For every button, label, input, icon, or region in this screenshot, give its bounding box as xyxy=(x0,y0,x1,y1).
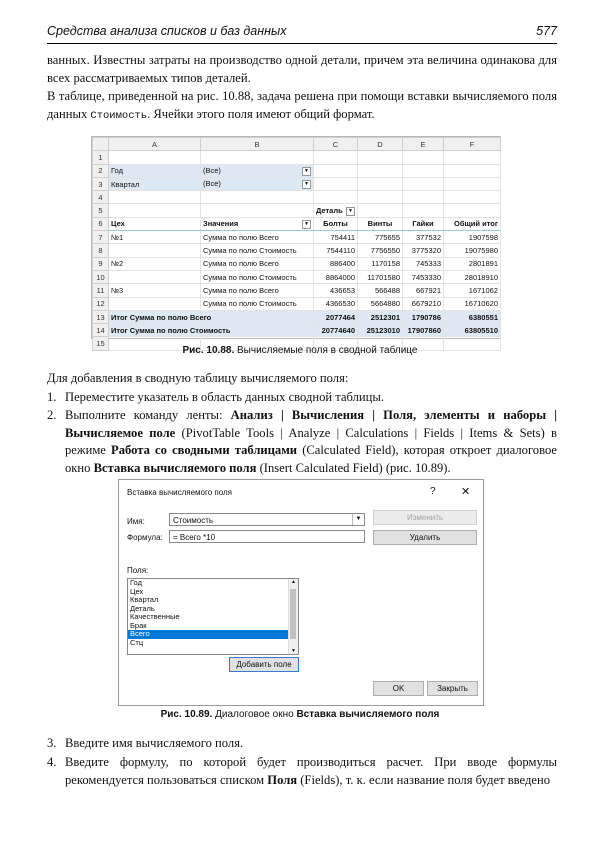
row-header[interactable]: 14 xyxy=(93,324,109,337)
sheet-cell[interactable]: 7756550 xyxy=(358,244,403,257)
close-button[interactable]: Закрыть xyxy=(427,681,478,696)
row-header[interactable]: 7 xyxy=(93,231,109,244)
field-list-item[interactable]: Стц xyxy=(130,637,144,647)
sheet-cell[interactable]: 1671062 xyxy=(444,284,501,297)
sheet-cell[interactable]: 436653 xyxy=(314,284,358,297)
sheet-cell[interactable]: Год xyxy=(109,164,201,177)
sheet-cell[interactable]: ▼ (Все) xyxy=(201,177,314,190)
field-list-item[interactable]: Деталь xyxy=(130,603,155,613)
sheet-row xyxy=(93,231,501,244)
intro-text: Для добавления в сводную таблицу вычисляемого поля: xyxy=(47,371,349,385)
sheet-cell[interactable]: №1 xyxy=(109,231,201,244)
running-header xyxy=(47,24,557,42)
fields-label: Поля: xyxy=(127,566,149,575)
row-header[interactable]: 12 xyxy=(93,297,109,310)
filter-dropdown-icon[interactable]: ▼ xyxy=(302,180,311,189)
sheet-cell[interactable]: Сумма по полю Стоимость xyxy=(201,270,314,283)
row-header[interactable]: 5 xyxy=(93,204,109,217)
sheet-cell[interactable]: Сумма по полю Всего xyxy=(201,231,314,244)
sheet-cell[interactable]: Итог Сумма по полю Стоимость xyxy=(109,324,201,337)
sheet-cell[interactable] xyxy=(314,177,358,190)
sheet-cell[interactable]: 377532 xyxy=(403,231,444,244)
sheet-cell[interactable]: 6679210 xyxy=(403,297,444,310)
row-header[interactable]: 4 xyxy=(93,191,109,204)
fields-listbox[interactable] xyxy=(127,578,299,655)
step-4: 4. Введите формулу, по которой будет производиться расчет. При вводе формулы рекомендуется пользоваться списком Поля (Fields), т. к. если название поля будет введено xyxy=(47,755,557,787)
sheet-cell[interactable]: №2 xyxy=(109,257,201,270)
row-header[interactable]: 9 xyxy=(93,257,109,270)
sheet-cell[interactable]: Винты xyxy=(358,217,403,230)
sheet-cell[interactable]: ▼ Деталь xyxy=(314,204,358,217)
column-header[interactable]: D xyxy=(358,138,403,151)
sheet-row xyxy=(93,151,501,164)
sheet-cell[interactable]: 1790786 xyxy=(403,310,444,323)
page-number: 577 xyxy=(536,24,557,38)
sheet-cell[interactable] xyxy=(358,151,403,164)
sheet-cell[interactable]: 5664880 xyxy=(358,297,403,310)
scroll-down-icon[interactable]: ▼ xyxy=(291,648,296,654)
field-list-item[interactable]: Качественные xyxy=(130,612,180,621)
column-header[interactable]: F xyxy=(444,138,501,151)
sheet-cell[interactable] xyxy=(403,164,444,177)
sheet-cell[interactable] xyxy=(358,204,403,217)
name-label: Имя: xyxy=(127,517,145,526)
sheet-cell[interactable] xyxy=(403,177,444,190)
delete-button[interactable]: Удалить xyxy=(373,530,477,545)
dialog-title: Вставка вычисляемого поля xyxy=(127,488,233,497)
row-header[interactable]: 13 xyxy=(93,310,109,323)
sheet-cell[interactable]: 7544110 xyxy=(314,244,358,257)
row-header[interactable]: 15 xyxy=(93,337,109,350)
column-header[interactable]: E xyxy=(403,138,444,151)
sheet-cell[interactable] xyxy=(403,151,444,164)
sheet-cell[interactable] xyxy=(109,151,201,164)
column-header[interactable]: B xyxy=(201,138,314,151)
sheet-cell[interactable]: 1907598 xyxy=(444,231,501,244)
sheet-cell[interactable] xyxy=(201,310,314,323)
sheet-cell[interactable]: Болты xyxy=(314,217,358,230)
sheet-cell[interactable]: 25123010 xyxy=(358,324,403,337)
sheet-cell[interactable]: 6380551 xyxy=(444,310,501,323)
paragraph-1: ванных. Известны затраты на производство одной детали, причем эта величина одинакова для всех рассматриваемых типов деталей. xyxy=(47,53,557,85)
sheet-cell[interactable]: Итог Сумма по полю Всего xyxy=(109,310,201,323)
name-combobox[interactable]: Стоимость ▼ xyxy=(169,513,365,526)
step-1: 1. Переместите указатель в область данных сводной таблицы. xyxy=(47,390,385,404)
sheet-cell[interactable]: 886400 xyxy=(314,257,358,270)
help-icon[interactable]: ? xyxy=(430,486,436,497)
sheet-cell[interactable]: 3775320 xyxy=(403,244,444,257)
sheet-cell[interactable] xyxy=(109,191,201,204)
sheet-row xyxy=(93,164,501,177)
sheet-cell[interactable] xyxy=(201,191,314,204)
sheet-row xyxy=(93,310,501,323)
row-header[interactable]: 8 xyxy=(93,244,109,257)
paragraph-2: В таблице, приведенной на рис. 10.88, задача решена при помощи вставки вычисляемого поля данных Стоимость. Ячейки этого поля имеют общий формат. xyxy=(47,89,557,122)
sheet-cell[interactable]: Сумма по полю Стоимость xyxy=(201,244,314,257)
sheet-row xyxy=(93,177,501,190)
step-2: 2. Выполните команду ленты: Анализ | Вычисления | Поля, элементы и наборы | Вычисляемое поле (PivotTable Tools | Analyze | Calculations | Fields | Items & Sets) в режиме Работа со сводными таблицами (Calculated Field), которая откроет диалоговое окно Вставка вычисляемого поля (Insert Calculated Field) (рис. 10.89). xyxy=(47,408,557,475)
sheet-cell[interactable]: 775655 xyxy=(358,231,403,244)
sheet-row xyxy=(93,270,501,283)
sheet-cell[interactable]: 28018910 xyxy=(444,270,501,283)
sheet-cell[interactable]: 667921 xyxy=(403,284,444,297)
sheet-cell[interactable] xyxy=(444,204,501,217)
sheet-cell[interactable] xyxy=(358,177,403,190)
sheet-cell[interactable]: 7453330 xyxy=(403,270,444,283)
add-field-button[interactable]: Добавить поле xyxy=(229,657,299,672)
sheet-cell[interactable] xyxy=(109,204,201,217)
sheet-row xyxy=(93,324,501,337)
step-3: 3. Введите имя вычисляемого поля. xyxy=(47,736,244,750)
sheet-cell[interactable] xyxy=(403,191,444,204)
sheet-cell[interactable] xyxy=(444,177,501,190)
sheet-row xyxy=(93,284,501,297)
column-header[interactable] xyxy=(93,138,109,151)
sheet-cell[interactable] xyxy=(358,164,403,177)
sheet-cell[interactable] xyxy=(444,151,501,164)
sheet-cell[interactable]: 16710620 xyxy=(444,297,501,310)
sheet-cell[interactable]: 4366530 xyxy=(314,297,358,310)
sheet-cell[interactable]: 8864000 xyxy=(314,270,358,283)
sheet-cell[interactable] xyxy=(109,270,201,283)
sheet-row xyxy=(93,204,501,217)
header-rule xyxy=(47,43,557,44)
row-header[interactable]: 6 xyxy=(93,217,109,230)
sheet-cell[interactable] xyxy=(358,191,403,204)
field-list-item[interactable]: Квартал xyxy=(130,595,159,604)
close-icon[interactable]: ✕ xyxy=(461,486,471,498)
sheet-row xyxy=(93,244,501,257)
sheet-cell[interactable]: 566488 xyxy=(358,284,403,297)
sheet-cell[interactable]: 2512301 xyxy=(358,310,403,323)
sheet-cell[interactable]: Цех xyxy=(109,217,201,230)
sheet-cell[interactable]: 754411 xyxy=(314,231,358,244)
modify-button[interactable]: Изменить xyxy=(373,510,477,525)
sheet-cell[interactable] xyxy=(109,297,201,310)
scroll-up-icon[interactable]: ▲ xyxy=(291,579,296,585)
sheet-cell[interactable] xyxy=(314,164,358,177)
chevron-down-icon[interactable]: ▼ xyxy=(352,514,364,525)
pivot-table-screenshot xyxy=(91,136,501,349)
sheet-cell[interactable]: 2801891 xyxy=(444,257,501,270)
figure-caption-10-88: Рис. 10.88. Вычисляемые поля в сводной таблице xyxy=(182,345,418,356)
sheet-row xyxy=(93,191,501,204)
ok-button[interactable]: OK xyxy=(373,681,424,696)
column-header-row xyxy=(93,138,501,151)
figure-caption-10-89: Рис. 10.89. Диалоговое окно Вставка вычисляемого поля xyxy=(160,709,440,720)
sheet-cell[interactable]: 11701580 xyxy=(358,270,403,283)
sheet-row xyxy=(93,257,501,270)
sheet-cell[interactable] xyxy=(314,151,358,164)
sheet-cell[interactable]: 20774640 xyxy=(314,324,358,337)
sheet-row xyxy=(93,297,501,310)
scroll-thumb[interactable] xyxy=(290,589,296,639)
sheet-cell[interactable]: ▼ (Все) xyxy=(201,164,314,177)
formula-label: Формула: xyxy=(127,533,163,542)
row-header[interactable]: 11 xyxy=(93,284,109,297)
sheet-cell[interactable]: 1170158 xyxy=(358,257,403,270)
filter-dropdown-icon[interactable]: ▼ xyxy=(346,207,355,216)
filter-dropdown-icon[interactable]: ▼ xyxy=(302,220,311,229)
row-header[interactable]: 3 xyxy=(93,177,109,190)
sheet-cell[interactable] xyxy=(444,164,501,177)
sheet-cell[interactable]: 19075980 xyxy=(444,244,501,257)
sheet-cell[interactable]: Сумма по полю Всего xyxy=(201,257,314,270)
sheet-cell[interactable] xyxy=(444,191,501,204)
sheet-cell[interactable]: ▼ Значения xyxy=(201,217,314,230)
row-header[interactable]: 2 xyxy=(93,164,109,177)
sheet-cell[interactable] xyxy=(201,204,314,217)
fields-scrollbar[interactable] xyxy=(288,579,298,654)
sheet-cell[interactable]: Квартал xyxy=(109,177,201,190)
sheet-cell[interactable]: Гайки xyxy=(403,217,444,230)
field-list-item[interactable]: Всего xyxy=(128,630,298,639)
column-header[interactable]: C xyxy=(314,138,358,151)
sheet-cell[interactable]: 17907860 xyxy=(403,324,444,337)
field-list-item[interactable]: Год xyxy=(130,578,142,587)
row-header[interactable]: 10 xyxy=(93,270,109,283)
sheet-cell[interactable]: Общий итог xyxy=(444,217,501,230)
sheet-cell[interactable]: Сумма по полю Стоимость xyxy=(201,297,314,310)
sheet-cell[interactable] xyxy=(201,151,314,164)
sheet-cell[interactable]: 2077464 xyxy=(314,310,358,323)
sheet-cell[interactable]: 745333 xyxy=(403,257,444,270)
column-header[interactable]: A xyxy=(109,138,201,151)
sheet-cell[interactable] xyxy=(109,244,201,257)
running-header-title: Средства анализа списков и баз данных xyxy=(47,24,287,38)
sheet-cell[interactable] xyxy=(403,204,444,217)
field-list-item[interactable]: Цех xyxy=(130,586,144,596)
sheet-row xyxy=(93,217,501,230)
insert-calculated-field-dialog xyxy=(118,479,484,706)
row-header[interactable]: 1 xyxy=(93,151,109,164)
formula-input[interactable]: = Всего *10 xyxy=(169,530,365,543)
field-list-item[interactable]: Брак xyxy=(130,620,147,630)
sheet-cell[interactable]: №3 xyxy=(109,284,201,297)
filter-dropdown-icon[interactable]: ▼ xyxy=(302,167,311,176)
sheet-cell[interactable]: 63805510 xyxy=(444,324,501,337)
sheet-cell[interactable] xyxy=(314,191,358,204)
code-stoimost: Стоимость xyxy=(90,109,148,122)
sheet-cell[interactable]: Сумма по полю Всего xyxy=(201,284,314,297)
